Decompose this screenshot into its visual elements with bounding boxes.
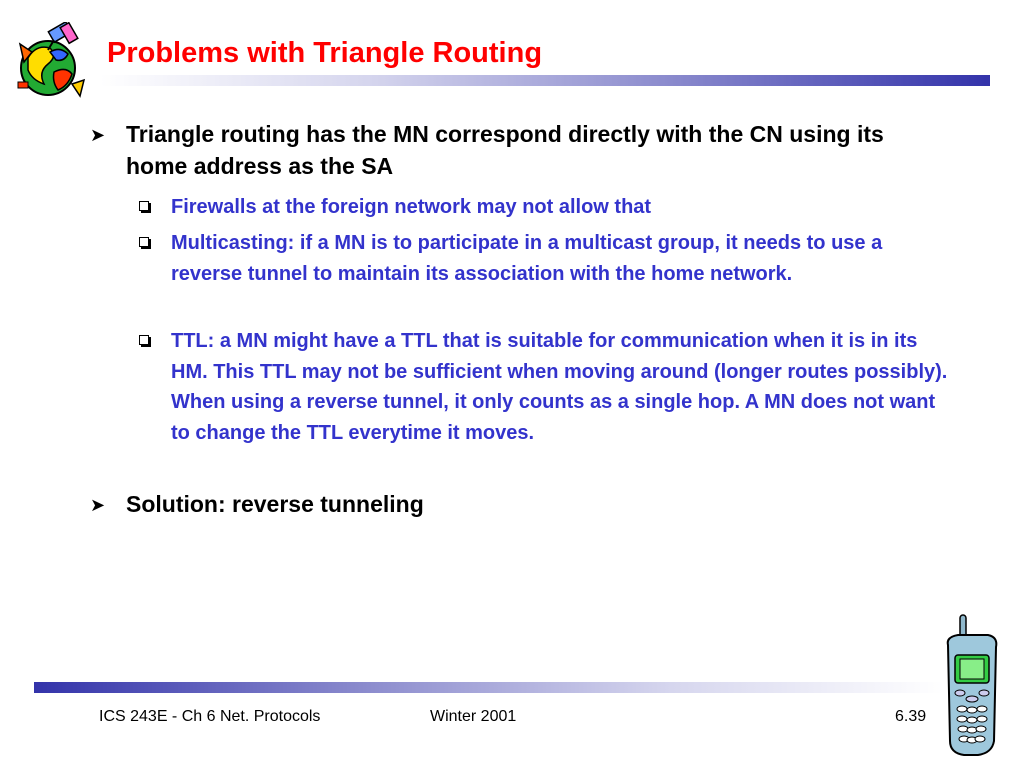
square-bullet-icon [139,335,149,345]
footer-course: ICS 243E - Ch 6 Net. Protocols [99,708,321,725]
subbullet-text: Firewalls at the foreign network may not allow that [171,196,652,218]
footer-term: Winter 2001 [430,708,517,725]
subbullet-text: Multicasting: if a MN is to participate in a multicast group, it needs to use a reverse tunnel to maintain its association with the home network. [171,232,883,285]
footer-bar [34,682,944,693]
title-underline-bar [100,75,990,86]
bullet-text: Solution: reverse tunneling [126,491,424,517]
slide-title: Problems with Triangle Routing [107,37,543,69]
subbullet-item [171,192,961,223]
bullet-item [90,488,916,520]
square-bullet-icon [139,237,149,247]
bullet-text: Triangle routing has the MN correspond directly with the CN using its home address as the SA [126,121,884,179]
footer-page-number: 6.39 [895,708,927,725]
subbullet-item [171,228,941,289]
arrowhead-bullet-icon: ➤ [90,495,106,515]
bullet-item [90,118,916,182]
subbullet-item [171,326,949,448]
globe-satellite-logo [14,22,86,100]
subbullet-text: TTL: a MN might have a TTL that is suitable for communication when it is in its HM. This TTL may not be sufficient when moving around (longer routes possibly). When using a reverse tunnel, it only counts as a single hop. A MN does not want to change the TTL everytime it moves. [171,330,948,444]
mobile-phone-icon [938,613,1004,758]
arrowhead-bullet-icon: ➤ [90,125,106,145]
square-bullet-icon [139,201,149,211]
